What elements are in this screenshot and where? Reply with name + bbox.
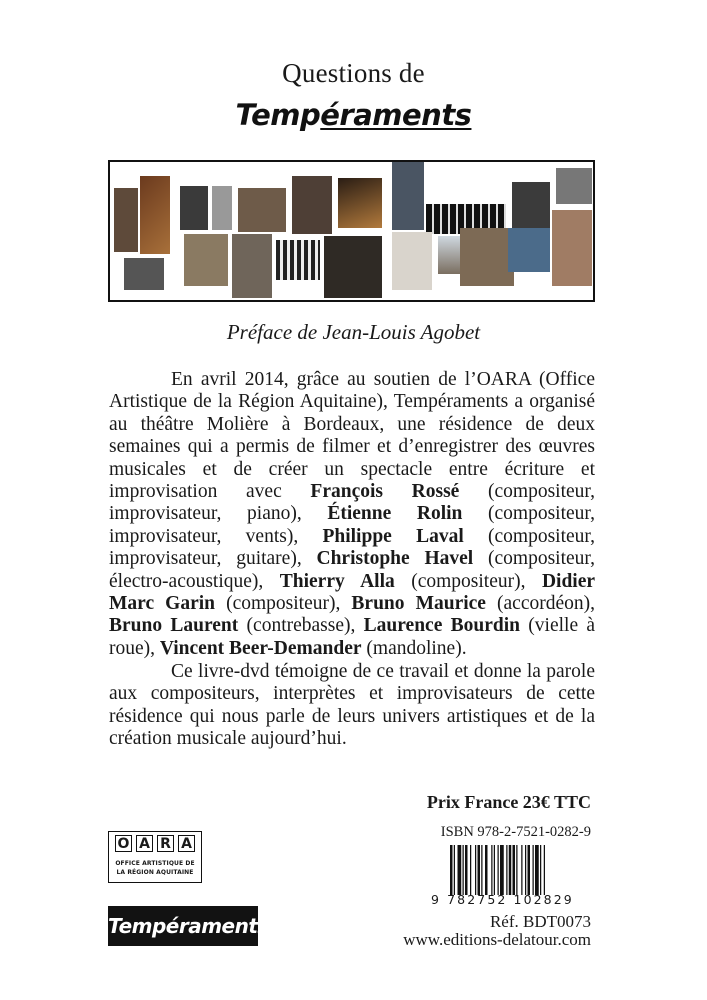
barcode-bar: [450, 845, 453, 895]
collage-photo-15: [276, 240, 320, 280]
oara-letter: A: [178, 835, 195, 852]
musician-name: François Rossé: [310, 481, 460, 503]
barcode-bar: [465, 845, 468, 895]
barcode-bar: [454, 845, 455, 895]
collage-photo-5: [238, 188, 286, 232]
collage-photo-1: [114, 188, 138, 252]
barcode-number: 9 782752 102829: [431, 892, 574, 907]
barcode-bar: [521, 845, 522, 895]
collage-photo-8: [392, 162, 424, 230]
oara-letters: [115, 835, 195, 852]
musician-name: Bruno Maurice: [351, 593, 486, 615]
isbn: ISBN 978-2-7521-0282-9: [440, 824, 591, 840]
collage-photo-13: [184, 234, 228, 286]
barcode-bar: [535, 845, 539, 895]
summary-paragraph: Ce livre-dvd témoigne de ce travail et donne la parole aux compositeurs, interprètes et improvisateurs de cette résidence qui nous parle de leurs univers artistiques et de la création musicale aujourd’hui.: [109, 661, 595, 750]
musician-name: Christophe Havel: [316, 548, 474, 570]
musician-name: Didier Marc Garin: [109, 570, 596, 615]
collage-photo-17: [392, 232, 432, 290]
series-title: Questions de: [282, 58, 425, 88]
barcode-bar: [533, 845, 534, 895]
barcode-bar: [491, 845, 492, 895]
barcode-bar: [485, 845, 488, 895]
barcode-bar: [513, 845, 516, 895]
collage-photo-12: [124, 258, 164, 290]
musician-name: Étienne Rolin: [327, 503, 463, 525]
oara-subtitle-1: OFFICE ARTISTIQUE DE: [115, 860, 195, 867]
barcode-bar: [498, 845, 499, 895]
barcode-bar: [544, 845, 545, 895]
oara-logo: [108, 831, 202, 883]
collage-photo-19: [460, 228, 514, 286]
barcode-bar: [494, 845, 495, 895]
oara-subtitle-2: LA RÉGION AQUITAINE: [116, 869, 194, 876]
series-brand-tail: éraments: [320, 98, 472, 132]
publisher-website: www.editions-delatour.com: [403, 930, 591, 949]
collage-photo-16: [324, 236, 382, 298]
collage-photo-11: [556, 168, 592, 204]
collage-photo-14: [232, 234, 272, 298]
barcode-bar: [463, 845, 464, 895]
collage-photo-3: [180, 186, 208, 230]
preface-credit: Préface de Jean-Louis Agobet: [226, 320, 481, 344]
collage-photo-6: [292, 176, 332, 234]
collage-photo-7: [338, 178, 382, 228]
collage-photo-2: [140, 176, 170, 254]
barcode-bar: [500, 845, 504, 895]
musician-name: Thierry Alla: [279, 570, 395, 592]
barcode-bar: [540, 845, 541, 895]
barcode-bar: [475, 845, 476, 895]
collage-photo-20: [508, 228, 550, 272]
barcode-bar: [458, 845, 462, 895]
musician-name: Laurence Bourdin: [363, 615, 521, 637]
oara-letter: R: [157, 835, 174, 852]
musician-name: Vincent Beer-Demander: [159, 637, 362, 659]
barcode: [448, 845, 594, 895]
series-brand-logo: [0, 98, 707, 132]
intro-paragraph: En avril 2014, grâce au soutien de l’OARA (Office Artistique de la Région Aquitaine), Tempéraments a organisé au théâtre Molière à Bordeaux, une résidence de deux semaines qui a permis de filmer et d’enregistrer des œuvres musicales et de créer un spectacle entre écriture et improvisation avec François Rossé (compositeur, improvisateur, piano), Étienne Rolin (compositeur, improvisateur, vents), Philippe Laval (compositeur, improvisateur, guitare), Christophe Havel (compositeur, électro-acoustique), Thierry Alla (compositeur), Didier Marc Garin (compositeur), Bruno Maurice (accordéon), Bruno Laurent (contrebasse), Laurence Bourdin (vielle à roue), Vincent Beer-Demander (mandoline).: [109, 369, 596, 659]
musician-name: Philippe Laval: [322, 525, 464, 547]
barcode-bar: [516, 845, 517, 895]
photo-collage: [108, 160, 595, 302]
collage-photo-4: [212, 186, 232, 230]
barcode-bar: [506, 845, 507, 895]
barcode-bar: [470, 845, 471, 895]
oara-letter: A: [136, 835, 153, 852]
collage-photo-10: [512, 182, 550, 228]
reference-code: Réf. BDT0073: [489, 912, 591, 931]
barcode-bar: [481, 845, 482, 895]
barcode-bar: [509, 845, 512, 895]
price: Prix France 23€ TTC: [426, 792, 591, 812]
publisher-brand-logo: Tempéraments: [108, 906, 258, 946]
barcode-bar: [525, 845, 526, 895]
collage-photo-21: [552, 210, 592, 286]
musician-name: Bruno Laurent: [109, 615, 239, 637]
oara-letter: O: [115, 835, 132, 852]
barcode-bar: [528, 845, 531, 895]
series-brand-lead: Temp: [235, 98, 321, 132]
barcode-bar: [478, 845, 481, 895]
